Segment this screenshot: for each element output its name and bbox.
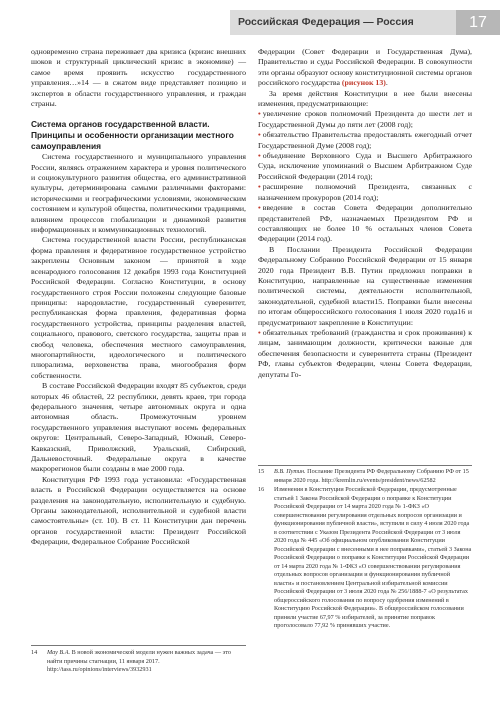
- bullet-icon: •: [258, 109, 261, 119]
- list-item: • объединение Верховного Суда и Высшего Арбитражного Суда, исключение упоминаний о Высшем Арбитражном Суде Российской Федерации (2014 год);: [258, 151, 472, 181]
- list-item: • расширение полномочий Президента, связанных с назначением прокуроров (2014 год);: [258, 182, 472, 202]
- bullet-icon: •: [258, 182, 261, 192]
- footnotes-right: [258, 468, 472, 632]
- left-column: [31, 47, 246, 548]
- amendments-list: [258, 109, 472, 244]
- footnote: [31, 649, 246, 675]
- paragraph: В Послании Президента Российской Федерации Федеральному Собранию Российской Федерации от 15 января 2020 года Президент В.В. Путин предложил поправки в Конституцию, направленные на существенные изменения политической системы, деятельности исполнительной, законодательной, судебной власти15. Поправки были внесены по итогам общероссийского голосования 1 июля 2020 года16 и предусматривают закрепление в Конституции:: [258, 244, 472, 327]
- list-item: • обязательство Правительства предоставлять ежегодный отчет Государственной Думе (2008 год);: [258, 130, 472, 150]
- footnote-text: Мау В.А. В новой экономической модели нужен важных задача — это найти причины стагнации, 11 января 2017. http://tass.ru/opinions/interviews/3932931: [47, 649, 231, 673]
- list-item: • увеличение сроков полномочий Президента до шести лет и Государственной Думы до пяти лет (2008 год);: [258, 109, 472, 129]
- paragraph: одновременно страна переживает два кризиса (кризис внешних шоков и структурный циклический кризис в экономике) — самое время проявить искусство государственного управления…»14 — в сжатом виде представляет позицию и экспертов в области государственного управления, и граждан страны.: [31, 47, 246, 109]
- paragraph: За время действия Конституции в нее были внесены изменения, предусматривающие:: [258, 88, 472, 109]
- right-column: [258, 47, 472, 380]
- page-header: [230, 10, 500, 35]
- list-item: • введение в состав Совета Федерации дополнительно представителей РФ, назначаемых Президентом РФ и составляющих не более 10 % остальных членов Совета Федерации (2014 год).: [258, 203, 472, 244]
- paragraph: Конституция РФ 1993 года установила: «Государственная власть в Российской Федерации осуществляется на основе разделения на законодательную, исполнительную и судебную. Органы законодательной, исполнительной и судебной власти самостоятельны» (ст. 10). В ст. 11 Конституции дан перечень органов государственной власти: Президент Российской Федерации, Федеральное Собрание Российской: [31, 474, 246, 547]
- page-number: 17: [456, 10, 500, 35]
- footnote-number: 14: [31, 649, 38, 656]
- paragraph: Система государственной власти России, республиканская форма правления и федеративное государственное устройство закреплены Основным законом — принятой в ходе всенародного голосования 12 декабря 1993 года Конституцией Российской Федерации. Согласно Конституции, в основу государственного строя России положены следующие базовые принципы: народовластие, государственный суверенитет, республиканская форма правления, федеративная форма государственного устройства, принципы разделения властей, социального, правового, светского государства, защиты прав и свобод человека, обеспечения местного самоуправления, многопартийности, идеологического и политического плюрализма, верховенства права, многообразия форм собственности.: [31, 235, 246, 380]
- paragraph: [258, 47, 472, 89]
- footnote-number: 15: [258, 468, 265, 475]
- paragraph: В составе Российской Федерации входят 85 субъектов, среди которых 46 областей, 22 республики, девять краев, три города федерального значения, четыре автономных округа и одна автономная область. Промежуточным уровнем государственного управления выступают восемь федеральных округов: Центральный, Северо-Западный, Южный, Северо-Кавказский, Приволжский, Уральский, Сибирский, Дальневосточный. Федеральные округа в качестве макрорегионов были созданы в мае 2000 года.: [31, 381, 246, 474]
- footnote-divider: [258, 465, 472, 466]
- section-heading: Система органов государственной власти. Принципы и особенности организации местного самоуправления: [31, 119, 234, 151]
- footnote: [258, 468, 472, 485]
- figure-reference-link[interactable]: (рисунок 13): [341, 78, 386, 88]
- list-item: • обязательных требований (гражданства и срок проживания) к лицам, занимающим должности, критически важные для обеспечения безопасности и суверенитета страны (Президент РФ, главы субъектов Федерации, члены Совета Федерации, депутаты Го-: [258, 327, 472, 379]
- bullet-icon: •: [258, 203, 261, 213]
- footnote-text: Изменения в Конституции Российской Федерации, предусмотренные статьей 1 Закона Российской Федерации о поправке к Конституции Российской Федерации от 14 марта 2020 года № 1-ФКЗ «О совершенствовании регулирования отдельных вопросов организации и функционирования публичной власти», вступили в силу 4 июля 2020 года в соответствии с Указом Президента Российской Федерации от 3 июля 2020 года № 445 «Об официальном опубликовании Конституции Российской Федерации с внесенными в нее поправками», статьей 3 Закона Российской Федерации о поправке к Конституции Российской Федерации от 14 марта 2020 года № 1-ФКЗ «О совершенствовании регулирования отдельных вопросов организации и функционирования публичной власти» и постановлением Центральной избирательной комиссии Российской Федерации от 3 июля 2020 года № 256/1888-7 «О результатах общероссийского голосования по вопросу одобрения изменений в Конституцию Российской Федерации». В общероссийском голосовании приняли участие 67,97 % избирателей, за принятие поправок проголосовало 77,92 % принявших участие.: [274, 486, 472, 629]
- paragraph: Система государственного и муниципального управления России, являясь отражением характера и уровня политического и социокультурного развития общества, его административной культуры, детерминирована самыми различными факторами: историческими и географическими условиями, экономическим состоянием и культурой общества, политическими традициями, влиянием процессов глобализации и динамикой развития информационных и коммуникационных технологий.: [31, 152, 246, 235]
- footnote: [258, 486, 472, 631]
- footnote-divider: [31, 645, 246, 646]
- paragraph-text: Федерации (Совет Федерации и Государственная Дума), Правительство и суды Российской Федерации. В совокупности эти органы образуют основу конституционной системы органов российского государства: [258, 47, 472, 88]
- running-title: Российская Федерация — Россия: [230, 10, 456, 35]
- footnote-text: В.В. Путин. Послание Президента РФ Федеральному Собранию РФ от 15 января 2020 года. http://kremlin.ru/events/president/news/62582: [274, 468, 469, 484]
- footnotes-left: [31, 649, 246, 676]
- footnote-number: 16: [258, 486, 265, 493]
- bullet-icon: •: [258, 327, 261, 337]
- bullet-icon: •: [258, 151, 261, 161]
- bullet-icon: •: [258, 130, 261, 140]
- paragraph-text: .: [385, 78, 388, 88]
